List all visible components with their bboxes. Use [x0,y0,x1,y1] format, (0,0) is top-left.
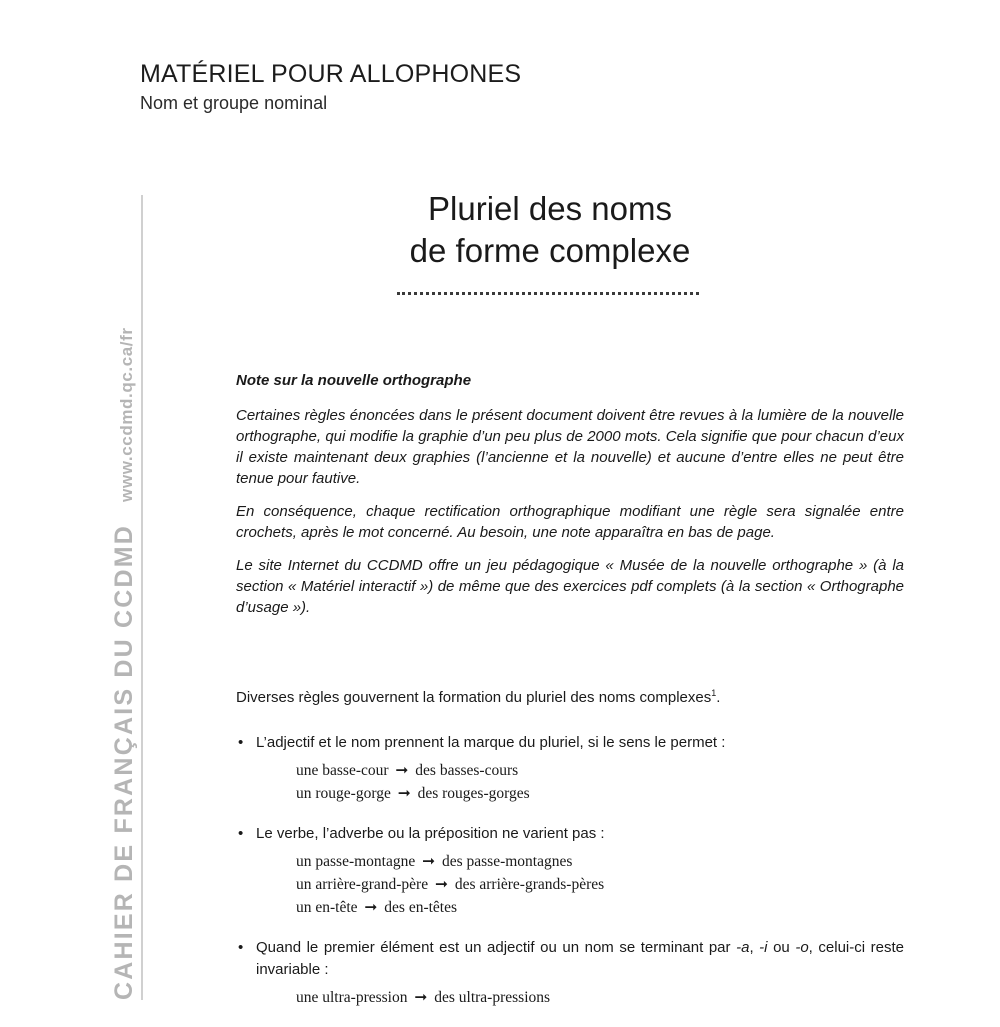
rule-text: Quand le premier élément est un adjectif ou un nom se terminant par [256,939,737,956]
subject-subtitle: Nom et groupe nominal [140,93,328,113]
arrow-icon: ➞ [397,784,411,802]
bullet-icon: • [238,734,244,751]
intro-paragraph [236,688,904,706]
singular-form: une basse-cour [296,762,389,779]
ending-a: -a [736,939,750,956]
footnote-reference: 1 [711,688,717,698]
plural-form: des en-têtes [384,899,458,916]
rule-text: Le verbe, l’adverbe ou la préposition ne varient pas : [256,825,605,842]
title-line-2: de forme complexe [409,232,691,269]
singular-form: un rouge-gorge [296,785,391,802]
note-title: Note sur la nouvelle orthographe [236,372,472,389]
arrow-icon: ➞ [395,761,409,779]
singular-form: un arrière-grand-père [296,876,429,893]
bullet-icon: • [238,825,244,842]
rule-item [236,823,904,919]
example-line [296,986,904,1009]
singular-form: un en-tête [296,899,358,916]
plural-form: des passe-montagnes [441,853,573,870]
title-line-1: Pluriel des noms [428,190,672,227]
rule-item: • Quand le premier élément est un adjectif ou un nom se terminant par -a, -i ou -o, celui-ci reste invariable : une ultra-pression ➞ des ultra-pressions [236,937,904,1009]
example-line [296,873,904,896]
example-line [296,896,904,919]
arrow-icon: ➞ [414,988,428,1006]
example-list [236,759,904,805]
rule-item [236,732,904,805]
arrow-icon: ➞ [434,875,448,893]
plural-form: des arrière-grands-pères [454,876,605,893]
example-list [236,850,904,919]
singular-form: un passe-montagne [296,853,416,870]
title-dotted-rule [397,292,699,295]
bullet-icon: • [238,939,244,956]
note-paragraph: Le site Internet du CCDMD offre un jeu pédagogique « Musée de la nouvelle orthographe » (à la section « Matériel interactif ») de même que des exercices pdf complets (à la section « Orthographe d’usage »). [236,557,904,616]
document-title [300,188,800,272]
series-title: MATÉRIEL POUR ALLOPHONES [140,60,522,88]
arrow-icon: ➞ [364,898,378,916]
arrow-icon: ➞ [422,852,436,870]
example-line [296,850,904,873]
plural-form: des rouges-gorges [417,785,530,802]
example-line [296,759,904,782]
orthography-note [236,372,904,630]
intro-text: Diverses règles gouvernent la formation du pluriel des noms complexes [236,689,712,706]
sidebar-url[interactable]: www.ccdmd.qc.ca/fr [117,327,136,502]
plural-form: des ultra-pressions [434,989,551,1006]
sidebar-vertical-text [110,200,146,1000]
note-paragraph: En conséquence, chaque rectification orthographique modifiant une règle sera signalée entre crochets, après le mot concerné. Au besoin, une note apparaîtra en bas de page. [236,503,904,541]
ending-o: -o [795,939,809,956]
singular-form: une ultra-pression [296,989,408,1006]
ending-i: -i [759,939,768,956]
sidebar-brand: CAHIER DE FRANÇAIS DU CCDMD [110,523,138,1000]
intro-period: . [716,689,721,706]
example-line [296,782,904,805]
main-content [236,688,904,1027]
note-paragraph: Certaines règles énoncées dans le présent document doivent être revues à la lumière de la nouvelle orthographe, qui modifie la graphie d’un peu plus de 2000 mots. Cela signifie que pour chacun d’eux il existe maintenant deux graphies (l’ancienne et la nouvelle) et aucune d’entre elles ne peut être tenue pour fautive. [236,407,904,487]
page-header [140,60,521,114]
plural-form: des basses-cours [415,762,519,779]
example-list [236,986,904,1009]
rule-text: L’adjectif et le nom prennent la marque du pluriel, si le sens le permet : [256,734,726,751]
